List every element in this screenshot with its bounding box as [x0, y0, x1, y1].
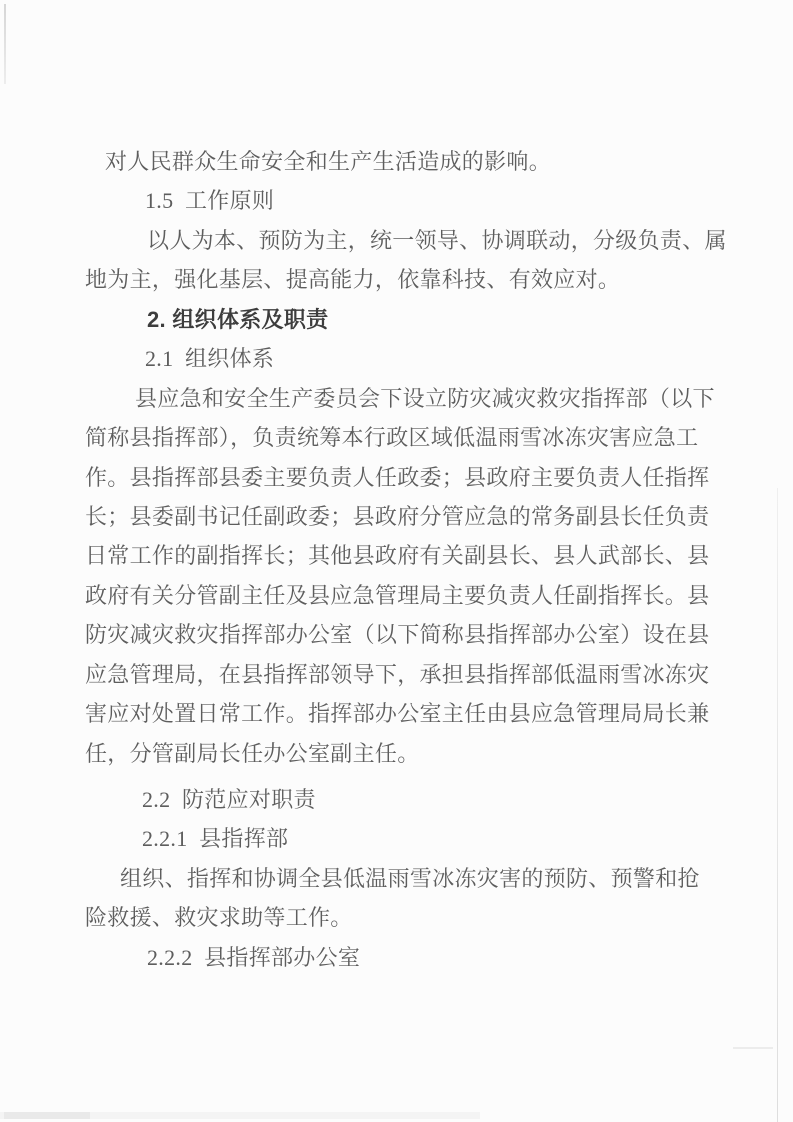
heading-2: 2. 组织体系及职责 — [147, 306, 329, 332]
paragraph-line: 害应对处置日常工作。指挥部办公室主任由县应急管理局局长兼 — [85, 701, 710, 727]
paragraph-last-line: 任，分管副局长任办公室副主任。 — [85, 740, 420, 766]
heading-2-2: 2.2 防范应对职责 — [142, 787, 316, 812]
paragraph-line: 长；县委副书记任副政委；县政府分管应急的常务副县长任负责 — [85, 503, 710, 529]
paragraph-first-line: 组织、指挥和协调全县低温雨雪冰冻灾害的预防、预警和抢 — [120, 865, 700, 891]
heading-2-2-2: 2.2.2 县指挥部办公室 — [147, 944, 361, 970]
paragraph-line: 应急管理局，在县指挥部领导下，承担县指挥部低温雨雪冰冻灾 — [85, 661, 710, 687]
document-body — [85, 142, 725, 977]
heading-2-2-1: 2.2.1 县指挥部 — [142, 826, 289, 852]
paragraph-continuation-line: 对人民群众生命安全和生产生活造成的影响。 — [105, 149, 552, 174]
scan-edge-artifact-bottom-dark — [4, 1112, 90, 1119]
paragraph-line: 日常工作的副指挥长；其他县政府有关副县长、县人武部长、县 — [85, 543, 710, 569]
paragraph-line: 简称县指挥部），负责统筹本行政区域低温雨雪冰冻灾害应急工 — [85, 425, 699, 451]
scan-edge-artifact-bottom-light — [0, 1112, 480, 1119]
paragraph-line: 地为主，强化基层、提高能力，依靠科技、有效应对。 — [85, 267, 621, 293]
scan-edge-artifact-tick — [733, 1047, 773, 1049]
paragraph-first-line: 县应急和安全生产委员会下设立防灾减灾救灾指挥部（以下 — [135, 385, 715, 411]
heading-2-1: 2.1 组织体系 — [145, 346, 275, 372]
paragraph-line: 防灾减灾救灾指挥部办公室（以下简称县指挥部办公室）设在县 — [85, 622, 710, 648]
paragraph-line: 政府有关分管副主任及县应急管理局主要负责人任副指挥长。县 — [85, 582, 710, 608]
heading-1-5: 1.5 工作原则 — [145, 188, 275, 214]
paragraph-line: 作。县指挥部县委主要负责人任政委；县政府主要负责人任指挥 — [85, 464, 710, 490]
paragraph-last-line: 险救援、救灾求助等工作。 — [85, 905, 353, 931]
scan-edge-artifact-right — [777, 488, 778, 1122]
scan-edge-artifact-left — [4, 4, 6, 84]
paragraph-first-line: 以人为本、预防为主，统一领导、协调联动，分级负责、属 — [147, 227, 727, 253]
